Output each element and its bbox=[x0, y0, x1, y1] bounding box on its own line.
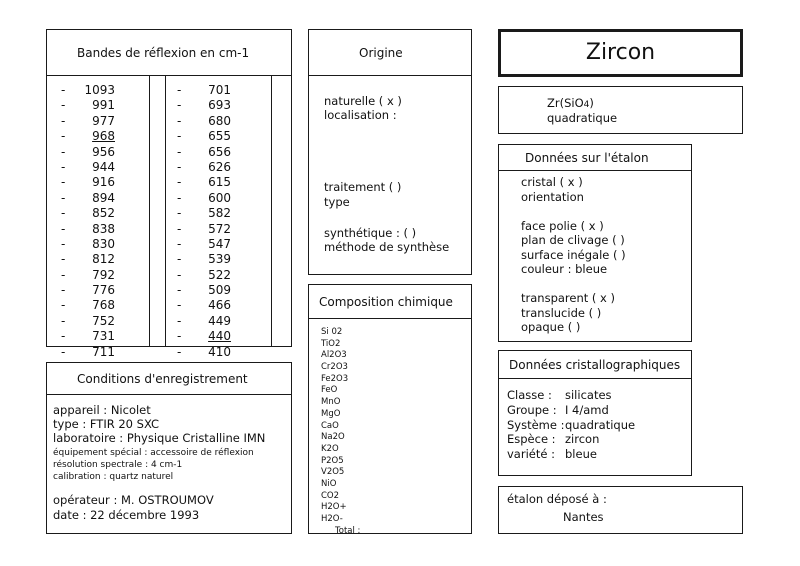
band-value: - 655 bbox=[177, 129, 231, 144]
band-value: - 812 bbox=[61, 252, 115, 267]
band-value: - 752 bbox=[61, 313, 115, 328]
composition-item: CaO bbox=[321, 420, 339, 431]
standard-data-line bbox=[521, 277, 626, 292]
standard-data-line: couleur : bleue bbox=[521, 262, 608, 276]
bands-column-1 bbox=[61, 83, 115, 360]
origin-localisation: localisation : bbox=[324, 108, 397, 122]
origin-synthetique: synthétique : ( ) bbox=[324, 226, 417, 240]
standard-data-line: orientation bbox=[521, 189, 584, 204]
reflection-bands-panel bbox=[46, 29, 292, 359]
crystallographic-label: variété : bbox=[507, 447, 555, 462]
band-value: - 600 bbox=[177, 190, 231, 205]
composition-item: Si 02 bbox=[321, 327, 343, 337]
standard-data-line: surface inégale ( ) bbox=[521, 247, 626, 262]
band-value: - 792 bbox=[61, 267, 115, 282]
band-value: - 776 bbox=[61, 283, 115, 298]
mineral-name-box bbox=[498, 29, 743, 77]
conditions-type: type : FTIR 20 SXC bbox=[53, 417, 160, 431]
crystallographic-value: zircon bbox=[565, 432, 600, 447]
composition-list bbox=[321, 327, 360, 537]
crystallographic-label: Classe : bbox=[507, 388, 552, 402]
band-value: - 768 bbox=[61, 298, 115, 313]
standard-data-title: Données sur l'étalon bbox=[525, 150, 649, 165]
standard-data-header bbox=[499, 145, 691, 171]
band-value: - 539 bbox=[177, 252, 231, 267]
standard-data-line: plan de clivage ( ) bbox=[521, 233, 625, 247]
deposit-place: Nantes bbox=[563, 510, 604, 524]
band-value: - 449 bbox=[177, 313, 231, 328]
conditions-date: date : 22 décembre 1993 bbox=[53, 508, 200, 522]
formula-box bbox=[498, 86, 743, 134]
standard-data-line: cristal ( x ) bbox=[521, 175, 583, 189]
crystallographic-row bbox=[507, 418, 635, 433]
conditions-equipement: équipement spécial : accessoire de réflexion bbox=[53, 448, 254, 458]
composition-item: Fe2O3 bbox=[321, 373, 349, 384]
band-value: - 968 bbox=[61, 129, 115, 144]
composition-item: TiO2 bbox=[321, 338, 341, 349]
band-value: - 944 bbox=[61, 159, 115, 174]
column-divider bbox=[165, 76, 166, 346]
origin-traitement: traitement ( ) bbox=[324, 180, 402, 194]
composition-item: MnO bbox=[321, 397, 341, 408]
composition-item: Na2O bbox=[321, 432, 345, 443]
crystallographic-label: Système : bbox=[507, 417, 565, 432]
crystallographic-row bbox=[507, 388, 635, 403]
conditions-appareil: appareil : Nicolet bbox=[53, 403, 151, 417]
band-value: - 522 bbox=[177, 267, 231, 282]
band-value: - 977 bbox=[61, 113, 115, 128]
column-divider bbox=[271, 76, 272, 346]
recording-conditions-panel bbox=[46, 362, 292, 534]
origin-title: Origine bbox=[359, 45, 403, 60]
band-value: - 731 bbox=[61, 329, 115, 344]
origin-type: type bbox=[324, 195, 350, 209]
band-value: - 894 bbox=[61, 190, 115, 205]
conditions-calibration: calibration : quartz naturel bbox=[53, 472, 174, 482]
crystallographic-label: Groupe : bbox=[507, 402, 557, 417]
composition-item: CO2 bbox=[321, 490, 340, 501]
band-value: - 1093 bbox=[61, 83, 115, 97]
column-divider bbox=[149, 76, 150, 346]
origin-header bbox=[309, 30, 471, 76]
band-value: - 572 bbox=[177, 221, 231, 236]
composition-item: Cr2O3 bbox=[321, 362, 348, 373]
band-value: - 711 bbox=[61, 344, 115, 359]
crystallographic-data-panel bbox=[498, 350, 692, 476]
composition-header bbox=[309, 285, 471, 319]
band-value: - 466 bbox=[177, 298, 231, 313]
conditions-resolution: résolution spectrale : 4 cm-1 bbox=[53, 460, 183, 470]
chemical-composition-panel bbox=[308, 284, 472, 534]
band-value: - 615 bbox=[177, 175, 231, 190]
standard-data-line bbox=[521, 204, 626, 219]
crystallographic-value: quadratique bbox=[565, 417, 636, 432]
standard-data-lines bbox=[521, 175, 626, 335]
crystallographic-value: silicates bbox=[565, 388, 612, 402]
band-value: - 680 bbox=[177, 113, 231, 128]
composition-item: FeO bbox=[321, 385, 338, 396]
composition-title: Composition chimique bbox=[319, 294, 453, 309]
composition-item: K2O bbox=[321, 443, 339, 454]
crystallographic-row bbox=[507, 403, 635, 418]
band-value: - 838 bbox=[61, 221, 115, 236]
composition-item: V2O5 bbox=[321, 467, 345, 478]
deposit-box bbox=[498, 486, 743, 534]
conditions-header bbox=[47, 363, 291, 395]
band-value: - 693 bbox=[177, 98, 231, 113]
band-value: - 410 bbox=[177, 344, 231, 359]
conditions-laboratoire: laboratoire : Physique Cristalline IMN bbox=[53, 431, 266, 445]
deposit-label: étalon déposé à : bbox=[507, 492, 607, 506]
standard-data-line: translucide ( ) bbox=[521, 305, 602, 320]
band-value: - 991 bbox=[61, 98, 115, 113]
composition-item: MgO bbox=[321, 408, 341, 419]
standard-data-line: face polie ( x ) bbox=[521, 218, 604, 233]
standard-data-panel bbox=[498, 144, 692, 342]
mineral-system: quadratique bbox=[547, 111, 618, 125]
band-value: - 830 bbox=[61, 236, 115, 251]
composition-item: Al2O3 bbox=[321, 350, 347, 361]
mineral-name: Zircon bbox=[585, 40, 656, 65]
band-value: - 509 bbox=[177, 283, 231, 298]
band-value: - 440 bbox=[177, 329, 231, 344]
composition-item: Total : bbox=[335, 525, 361, 536]
crystallographic-row bbox=[507, 447, 635, 462]
crystallographic-header bbox=[499, 351, 691, 379]
origin-naturelle: naturelle ( x ) bbox=[324, 94, 402, 108]
crystallographic-title: Données cristallographiques bbox=[509, 357, 681, 372]
reflection-bands-header bbox=[47, 30, 291, 76]
conditions-operateur: opérateur : M. OSTROUMOV bbox=[53, 493, 214, 507]
conditions-title: Conditions d'enregistrement bbox=[77, 371, 248, 386]
band-value: - 852 bbox=[61, 206, 115, 221]
bands-column-2 bbox=[177, 83, 231, 360]
crystallographic-value: bleue bbox=[565, 447, 597, 462]
crystallographic-value: I 4/amd bbox=[565, 402, 609, 417]
crystallographic-label: Espèce : bbox=[507, 432, 556, 447]
band-value: - 956 bbox=[61, 144, 115, 159]
standard-data-line: opaque ( ) bbox=[521, 320, 581, 334]
crystallographic-rows bbox=[507, 388, 635, 462]
mineral-formula: Zr(SiO4) bbox=[547, 96, 594, 110]
band-value: - 547 bbox=[177, 236, 231, 251]
band-value: - 626 bbox=[177, 159, 231, 174]
band-value: - 916 bbox=[61, 175, 115, 190]
composition-item: NiO bbox=[321, 478, 337, 489]
band-value: - 582 bbox=[177, 206, 231, 221]
crystallographic-row bbox=[507, 432, 635, 447]
origin-panel bbox=[308, 29, 472, 275]
reflection-bands-title: Bandes de réflexion en cm-1 bbox=[77, 45, 250, 60]
composition-item: H2O- bbox=[321, 514, 343, 524]
standard-data-line: transparent ( x ) bbox=[521, 291, 616, 305]
composition-item: H2O+ bbox=[321, 502, 347, 513]
origin-methode: méthode de synthèse bbox=[324, 240, 450, 254]
composition-item: P2O5 bbox=[321, 455, 344, 466]
band-value: - 656 bbox=[177, 144, 231, 159]
band-value: - 701 bbox=[177, 83, 231, 97]
